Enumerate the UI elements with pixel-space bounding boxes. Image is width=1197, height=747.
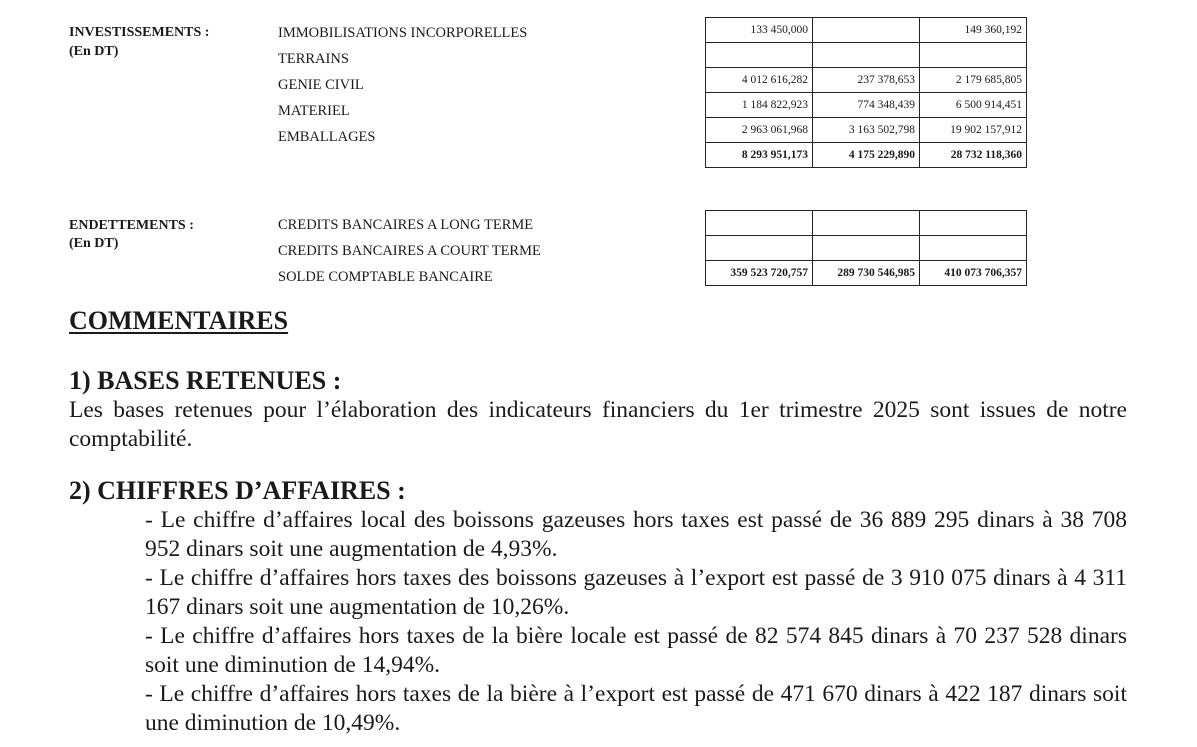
commentaires-heading: COMMENTAIRES [69, 306, 289, 335]
table-cell: 4 012 616,282 [706, 68, 813, 93]
invest-item-terrains: TERRAINS [278, 51, 349, 67]
table-cell [706, 211, 813, 236]
investissements-unit: (En DT) [69, 44, 119, 59]
table-row [706, 43, 1027, 68]
endet-item-long-terme: CREDITS BANCAIRES A LONG TERME [278, 217, 534, 233]
ca-bullet-biere-export: - Le chiffre d’affaires hors taxes de la bière à l’export est passé de 471 670 dinars à 422 187 dinars soit une diminution de 10,49%. [145, 681, 1127, 736]
table-cell: 19 902 157,912 [920, 118, 1027, 143]
table-row [706, 18, 1027, 43]
table-cell: 3 163 502,798 [813, 118, 920, 143]
invest-item-emballages: EMBALLAGES [278, 129, 376, 145]
invest-item-immobilisations: IMMOBILISATIONS INCORPORELLES [278, 25, 528, 41]
table-cell [920, 43, 1027, 68]
bases-retenues-title: 1) BASES RETENUES : [69, 366, 342, 395]
table-row [706, 68, 1027, 93]
table-row [706, 93, 1027, 118]
table-cell: 2 179 685,805 [920, 68, 1027, 93]
table-cell: 359 523 720,757 [706, 261, 813, 286]
table-cell: 2 963 061,968 [706, 118, 813, 143]
table-row [706, 236, 1027, 261]
table-cell: 28 732 118,360 [920, 143, 1027, 168]
endettements-title: ENDETTEMENTS : [69, 218, 194, 233]
table-cell: 149 360,192 [920, 18, 1027, 43]
table-row [706, 211, 1027, 236]
investissements-table [705, 17, 1027, 168]
investissements-title: INVESTISSEMENTS : [69, 25, 210, 40]
table-cell [920, 211, 1027, 236]
ca-bullet-boissons-local: - Le chiffre d’affaires local des boissons gazeuses hors taxes est passé de 36 889 295 dinars à 38 708 952 dinars soit une augmentation de 4,93%. [145, 507, 1127, 562]
ca-bullet-biere-locale: - Le chiffre d’affaires hors taxes de la bière locale est passé de 82 574 845 dinars à 70 237 528 dinars soit une diminution de 14,94%. [145, 623, 1127, 678]
table-cell [920, 236, 1027, 261]
table-cell: 237 378,653 [813, 68, 920, 93]
table-cell: 133 450,000 [706, 18, 813, 43]
table-cell: 1 184 822,923 [706, 93, 813, 118]
bases-retenues-text: Les bases retenues pour l’élaboration des indicateurs financiers du 1er trimestre 2025 sont issues de notre comptabilité. [69, 397, 1127, 452]
table-cell: 289 730 546,985 [813, 261, 920, 286]
table-cell: 8 293 951,173 [706, 143, 813, 168]
table-cell: 6 500 914,451 [920, 93, 1027, 118]
invest-item-materiel: MATERIEL [278, 103, 350, 119]
endet-item-solde: SOLDE COMPTABLE BANCAIRE [278, 269, 493, 285]
invest-item-genie-civil: GENIE CIVIL [278, 77, 364, 93]
table-cell: 4 175 229,890 [813, 143, 920, 168]
table-cell [813, 18, 920, 43]
table-cell: 774 348,439 [813, 93, 920, 118]
endet-item-court-terme: CREDITS BANCAIRES A COURT TERME [278, 243, 541, 259]
table-cell [813, 43, 920, 68]
table-total-row [706, 261, 1027, 286]
endettements-table [705, 210, 1027, 286]
chiffres-affaires-title: 2) CHIFFRES D’AFFAIRES : [69, 476, 406, 505]
table-cell: 410 073 706,357 [920, 261, 1027, 286]
table-cell [813, 211, 920, 236]
table-cell [813, 236, 920, 261]
ca-bullet-boissons-export: - Le chiffre d’affaires hors taxes des boissons gazeuses à l’export est passé de 3 910 075 dinars à 4 311 167 dinars soit une augmentation de 10,26%. [145, 565, 1127, 620]
endettements-unit: (En DT) [69, 236, 119, 251]
table-cell [706, 43, 813, 68]
table-total-row [706, 143, 1027, 168]
table-row [706, 118, 1027, 143]
table-cell [706, 236, 813, 261]
